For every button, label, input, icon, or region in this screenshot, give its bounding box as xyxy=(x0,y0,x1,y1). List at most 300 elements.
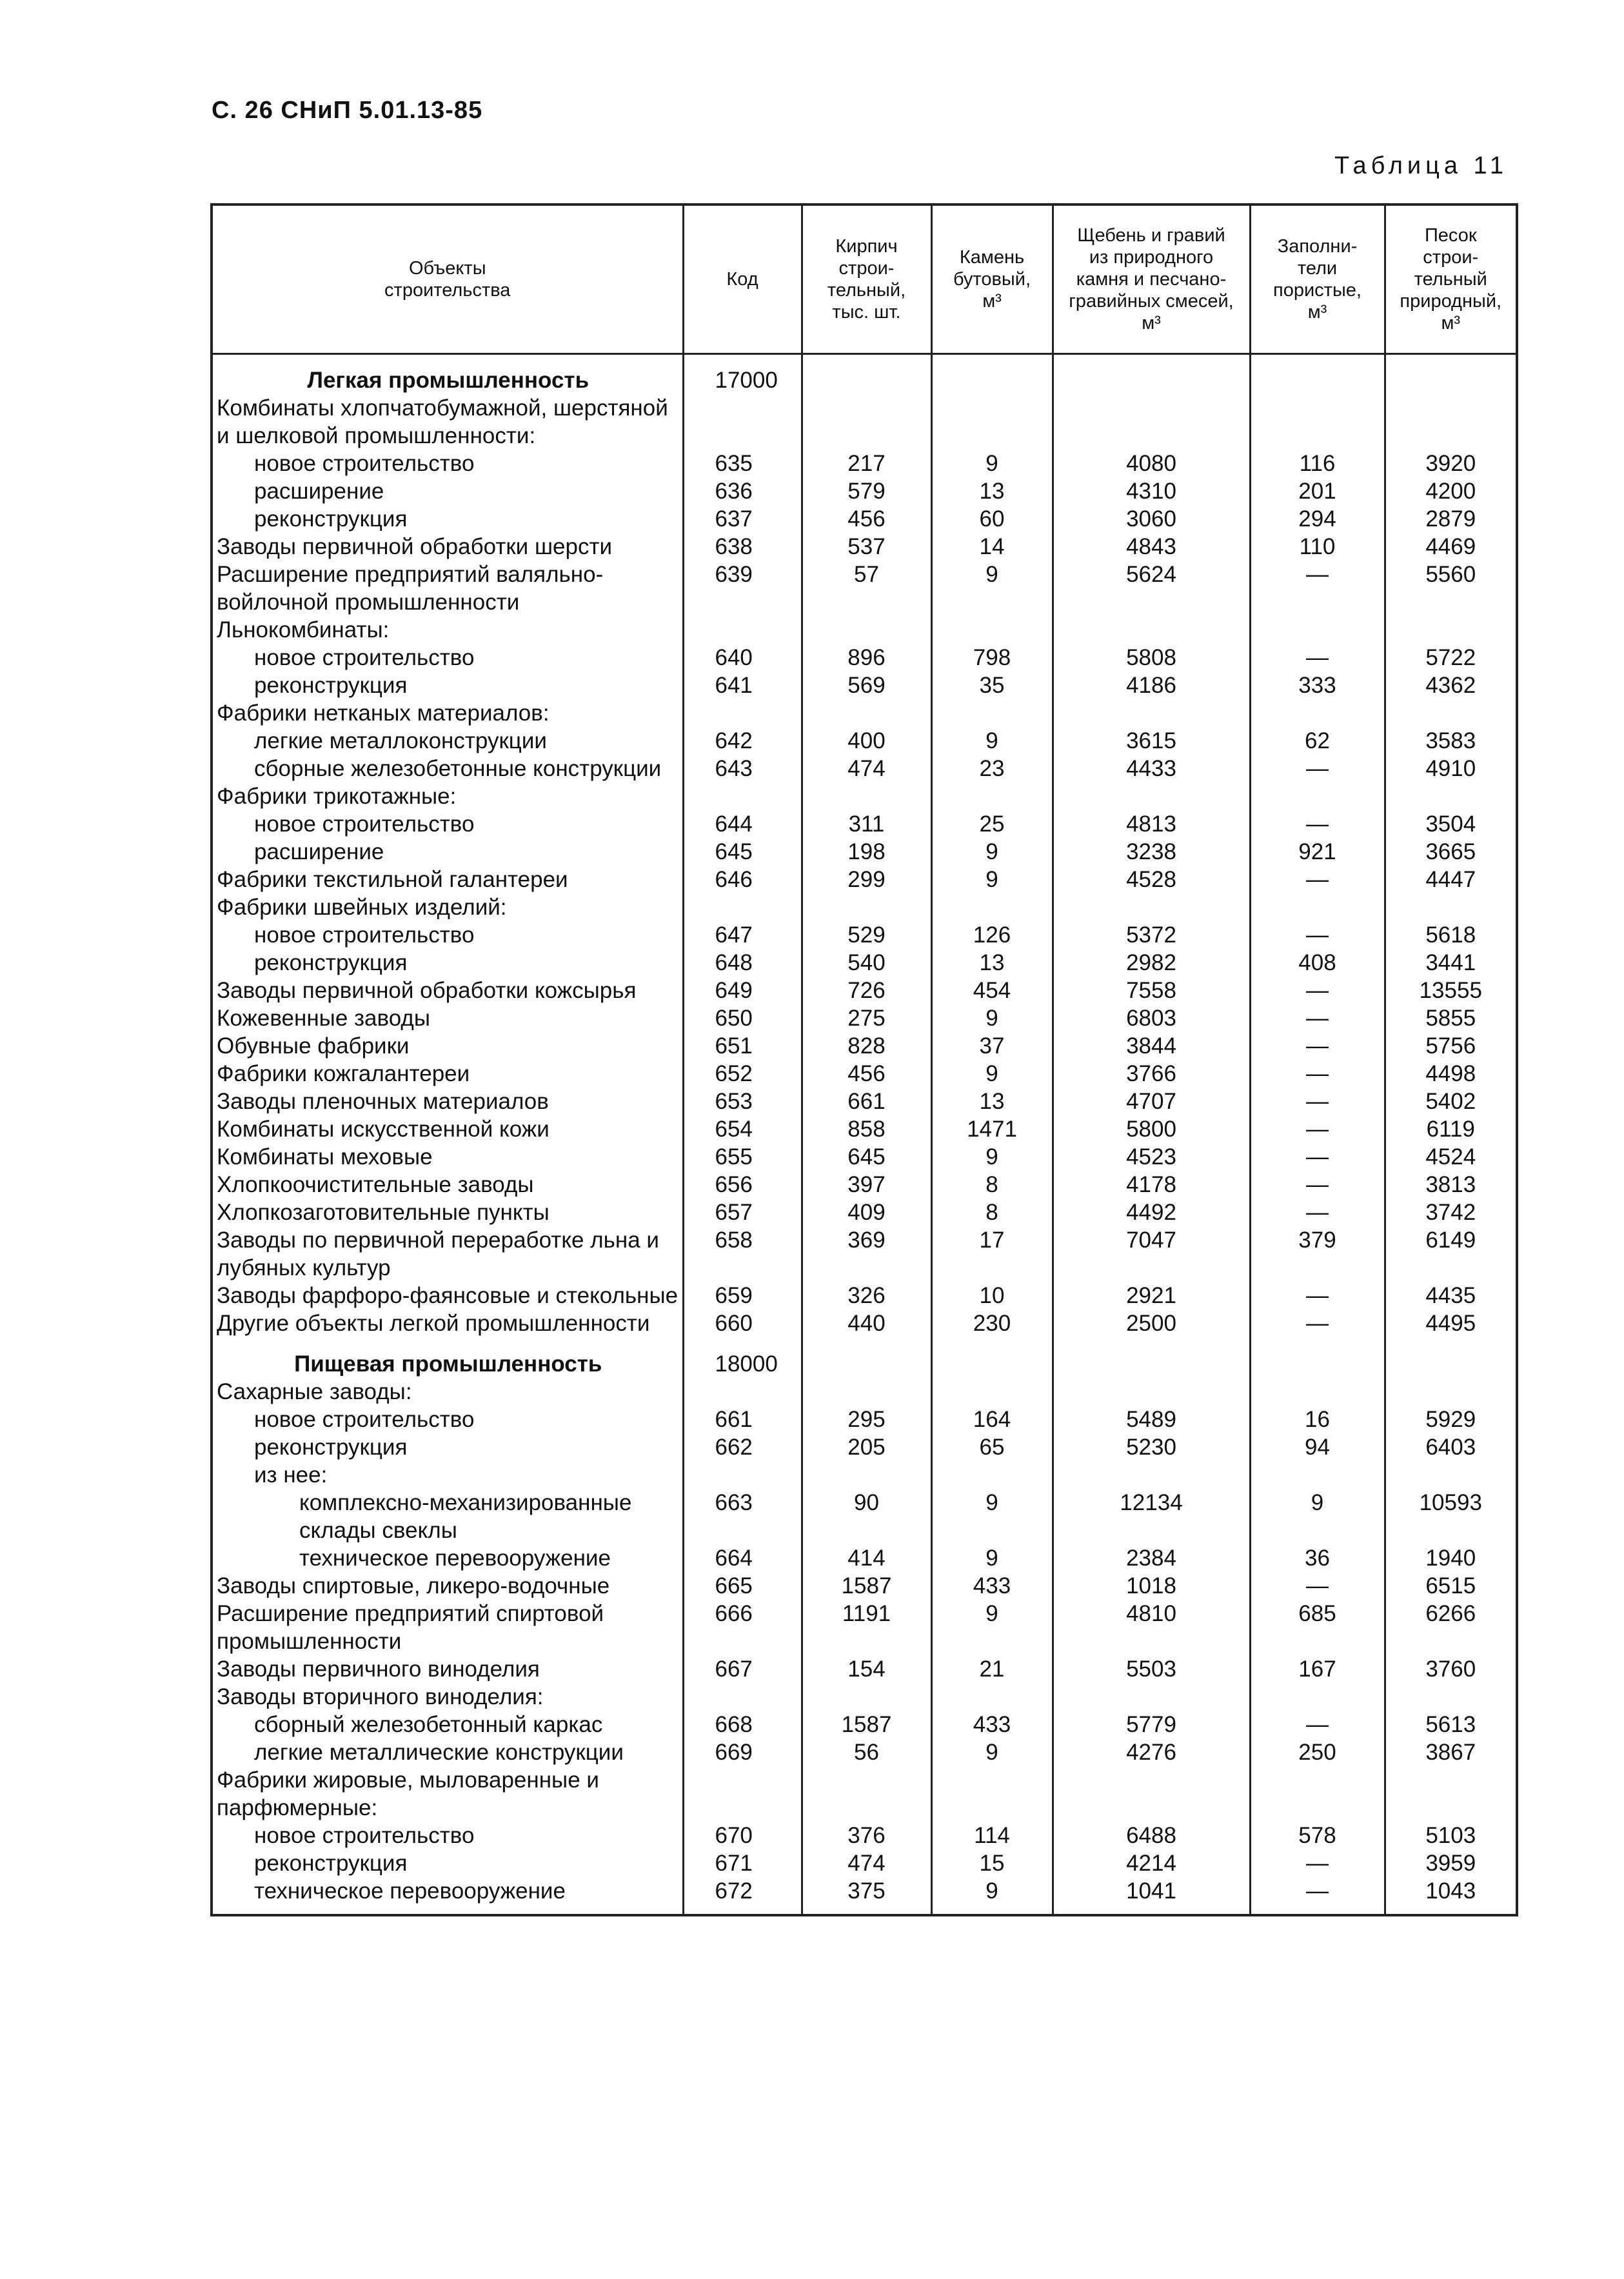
code-cell: 655 xyxy=(683,1143,802,1171)
col-gravel-header xyxy=(1053,204,1250,354)
code-cell: 638 xyxy=(683,533,802,561)
sand-value xyxy=(1385,893,1517,921)
stone-value xyxy=(931,699,1053,727)
brick-value: 896 xyxy=(802,644,931,672)
sand-value: 5402 xyxy=(1385,1088,1517,1115)
col-stone-header xyxy=(931,204,1053,354)
table-row xyxy=(212,727,1517,755)
gravel-value xyxy=(1053,1378,1250,1406)
sand-value: 10593 xyxy=(1385,1489,1517,1544)
gravel-value: 3238 xyxy=(1053,838,1250,866)
object-name: Льнокомбинаты: xyxy=(212,616,683,644)
fillers-value xyxy=(1250,1461,1385,1489)
stone-value: 126 xyxy=(931,921,1053,949)
brick-value: 726 xyxy=(802,977,931,1004)
table-row xyxy=(212,1171,1517,1199)
col-fillers-header xyxy=(1250,204,1385,354)
sand-value: 3665 xyxy=(1385,838,1517,866)
stone-value: 9 xyxy=(931,561,1053,616)
object-name: комплексно-механизированные склады свеклы xyxy=(212,1489,683,1544)
sand-value: 4362 xyxy=(1385,672,1517,699)
fillers-value xyxy=(1250,354,1385,395)
object-name: Заводы пленочных материалов xyxy=(212,1088,683,1115)
stone-value xyxy=(931,782,1053,810)
sand-value xyxy=(1385,354,1517,395)
object-name: сборные железобетонные конструкции xyxy=(212,755,683,782)
brick-value: 661 xyxy=(802,1088,931,1115)
code-cell xyxy=(683,893,802,921)
table-row xyxy=(212,949,1517,977)
sand-value xyxy=(1385,1378,1517,1406)
brick-value: 456 xyxy=(802,505,931,533)
code-cell: 647 xyxy=(683,921,802,949)
gravel-value: 5372 xyxy=(1053,921,1250,949)
brick-value: 275 xyxy=(802,1004,931,1032)
table-row xyxy=(212,1115,1517,1143)
stone-value: 8 xyxy=(931,1171,1053,1199)
object-name: расширение xyxy=(212,838,683,866)
col-code-header xyxy=(683,204,802,354)
gravel-value xyxy=(1053,616,1250,644)
table-row xyxy=(212,1655,1517,1683)
fillers-value: — xyxy=(1250,1877,1385,1915)
table-row xyxy=(212,1489,1517,1544)
gravel-value: 5779 xyxy=(1053,1711,1250,1738)
gravel-value: 4310 xyxy=(1053,477,1250,505)
object-name: легкие металлоконструкции xyxy=(212,727,683,755)
sand-value: 3813 xyxy=(1385,1171,1517,1199)
object-name: Заводы первичной обработки кожсырья xyxy=(212,977,683,1004)
brick-value xyxy=(802,1378,931,1406)
table-row xyxy=(212,1060,1517,1088)
object-name: техническое перевооружение xyxy=(212,1877,683,1915)
brick-value: 198 xyxy=(802,838,931,866)
sand-value xyxy=(1385,782,1517,810)
stone-value: 15 xyxy=(931,1849,1053,1877)
sand-value xyxy=(1385,616,1517,644)
gravel-value: 3766 xyxy=(1053,1060,1250,1088)
section-title: Легкая промышленность xyxy=(212,354,683,395)
sand-value: 13555 xyxy=(1385,977,1517,1004)
sand-value: 6266 xyxy=(1385,1600,1517,1655)
table-row xyxy=(212,838,1517,866)
code-cell: 18000 xyxy=(683,1337,802,1378)
code-cell: 671 xyxy=(683,1849,802,1877)
brick-value: 376 xyxy=(802,1822,931,1849)
brick-value: 858 xyxy=(802,1115,931,1143)
header-line: тели xyxy=(1297,258,1338,279)
object-name: Расширение предприятий спиртовой промышленности xyxy=(212,1600,683,1655)
fillers-value: — xyxy=(1250,1088,1385,1115)
brick-value: 529 xyxy=(802,921,931,949)
fillers-value: — xyxy=(1250,1004,1385,1032)
gravel-value: 4707 xyxy=(1053,1088,1250,1115)
gravel-value: 5800 xyxy=(1053,1115,1250,1143)
stone-value: 8 xyxy=(931,1199,1053,1226)
table-body xyxy=(212,354,1517,1916)
object-name: новое строительство xyxy=(212,1822,683,1849)
header-line: м³ xyxy=(1307,302,1327,323)
header-line: пористые, xyxy=(1273,280,1362,301)
code-cell: 637 xyxy=(683,505,802,533)
stone-value: 9 xyxy=(931,1060,1053,1088)
stone-value: 13 xyxy=(931,1088,1053,1115)
brick-value: 540 xyxy=(802,949,931,977)
fillers-value xyxy=(1250,782,1385,810)
stone-value: 230 xyxy=(931,1309,1053,1337)
fillers-value: 62 xyxy=(1250,727,1385,755)
gravel-value: 3844 xyxy=(1053,1032,1250,1060)
code-cell: 640 xyxy=(683,644,802,672)
code-cell: 662 xyxy=(683,1433,802,1461)
header-line: из природного xyxy=(1089,247,1214,268)
object-name: реконструкция xyxy=(212,505,683,533)
sand-value: 3867 xyxy=(1385,1738,1517,1766)
brick-value: 400 xyxy=(802,727,931,755)
sand-value: 1043 xyxy=(1385,1877,1517,1915)
code-cell xyxy=(683,699,802,727)
object-name: Заводы вторичного виноделия: xyxy=(212,1683,683,1711)
fillers-value: — xyxy=(1250,1060,1385,1088)
code-cell: 654 xyxy=(683,1115,802,1143)
object-name: Обувные фабрики xyxy=(212,1032,683,1060)
table-header xyxy=(212,204,1517,354)
gravel-value: 2384 xyxy=(1053,1544,1250,1572)
fillers-value: — xyxy=(1250,1199,1385,1226)
fillers-value: 94 xyxy=(1250,1433,1385,1461)
sand-value: 2879 xyxy=(1385,505,1517,533)
object-name: Расширение предприятий валяльно-войлочной промышленности xyxy=(212,561,683,616)
object-name: новое строительство xyxy=(212,810,683,838)
stone-value: 13 xyxy=(931,477,1053,505)
fillers-value: 333 xyxy=(1250,672,1385,699)
gravel-value: 4810 xyxy=(1053,1600,1250,1655)
fillers-value: — xyxy=(1250,1282,1385,1309)
header-line: м³ xyxy=(1441,313,1461,333)
fillers-value: — xyxy=(1250,977,1385,1004)
fillers-value: — xyxy=(1250,1032,1385,1060)
code-cell: 649 xyxy=(683,977,802,1004)
stone-value: 14 xyxy=(931,533,1053,561)
object-name: Фабрики текстильной галантереи xyxy=(212,866,683,893)
stone-value: 9 xyxy=(931,1544,1053,1572)
table-row xyxy=(212,1572,1517,1600)
sand-value: 3920 xyxy=(1385,450,1517,477)
sand-value: 4435 xyxy=(1385,1282,1517,1309)
brick-value: 205 xyxy=(802,1433,931,1461)
table-row xyxy=(212,561,1517,616)
sand-value: 3959 xyxy=(1385,1849,1517,1877)
gravel-value: 3060 xyxy=(1053,505,1250,533)
header-line: Кирпич xyxy=(835,236,898,257)
stone-value: 9 xyxy=(931,1143,1053,1171)
object-name: из нее: xyxy=(212,1461,683,1489)
gravel-value xyxy=(1053,1461,1250,1489)
code-cell: 645 xyxy=(683,838,802,866)
header-line: тельный xyxy=(1414,269,1487,290)
object-name: Заводы первичной обработки шерсти xyxy=(212,533,683,561)
code-cell xyxy=(683,782,802,810)
gravel-value: 4178 xyxy=(1053,1171,1250,1199)
brick-value: 440 xyxy=(802,1309,931,1337)
header-line: тыс. шт. xyxy=(832,302,901,323)
code-cell: 644 xyxy=(683,810,802,838)
brick-value: 569 xyxy=(802,672,931,699)
stone-value: 433 xyxy=(931,1572,1053,1600)
brick-value xyxy=(802,1766,931,1822)
sand-value: 1940 xyxy=(1385,1544,1517,1572)
table-row xyxy=(212,1544,1517,1572)
gravel-value xyxy=(1053,1766,1250,1822)
stone-value: 9 xyxy=(931,1600,1053,1655)
stone-value: 164 xyxy=(931,1406,1053,1433)
object-name: Комбинаты искусственной кожи xyxy=(212,1115,683,1143)
object-name: реконструкция xyxy=(212,672,683,699)
fillers-value: 36 xyxy=(1250,1544,1385,1572)
table-row xyxy=(212,1032,1517,1060)
code-cell: 664 xyxy=(683,1544,802,1572)
code-cell: 635 xyxy=(683,450,802,477)
gravel-value xyxy=(1053,354,1250,395)
sand-value xyxy=(1385,1461,1517,1489)
fillers-value: 250 xyxy=(1250,1738,1385,1766)
brick-value: 397 xyxy=(802,1171,931,1199)
table-row xyxy=(212,921,1517,949)
fillers-value: — xyxy=(1250,1572,1385,1600)
sand-value: 4200 xyxy=(1385,477,1517,505)
gravel-value: 4080 xyxy=(1053,450,1250,477)
fillers-value: — xyxy=(1250,1309,1385,1337)
table-row xyxy=(212,1406,1517,1433)
brick-value: 154 xyxy=(802,1655,931,1683)
fillers-value xyxy=(1250,616,1385,644)
code-cell: 669 xyxy=(683,1738,802,1766)
gravel-value: 6803 xyxy=(1053,1004,1250,1032)
object-name: Другие объекты легкой промышленности xyxy=(212,1309,683,1337)
stone-value: 9 xyxy=(931,1738,1053,1766)
sand-value: 4498 xyxy=(1385,1060,1517,1088)
col-brick-header xyxy=(802,204,931,354)
gravel-value xyxy=(1053,782,1250,810)
col-sand-header xyxy=(1385,204,1517,354)
sand-value xyxy=(1385,1766,1517,1822)
col-objects-header xyxy=(212,204,683,354)
object-name: Заводы первичного виноделия xyxy=(212,1655,683,1683)
table-row xyxy=(212,1282,1517,1309)
header-line: Песок xyxy=(1424,225,1477,246)
brick-value: 375 xyxy=(802,1877,931,1915)
stone-value xyxy=(931,1683,1053,1711)
code-cell: 653 xyxy=(683,1088,802,1115)
brick-value: 217 xyxy=(802,450,931,477)
gravel-value: 5230 xyxy=(1053,1433,1250,1461)
fillers-value: 201 xyxy=(1250,477,1385,505)
header-line: Щебень и гравий xyxy=(1077,225,1225,246)
code-cell: 652 xyxy=(683,1060,802,1088)
section-title: Пищевая промышленность xyxy=(212,1337,683,1378)
object-name: Фабрики трикотажные: xyxy=(212,782,683,810)
fillers-value xyxy=(1250,893,1385,921)
gravel-value: 5808 xyxy=(1053,644,1250,672)
fillers-value: — xyxy=(1250,810,1385,838)
header-line: Код xyxy=(726,269,758,290)
table-caption: Таблица 11 xyxy=(1334,152,1508,179)
fillers-value: — xyxy=(1250,644,1385,672)
table-row xyxy=(212,1738,1517,1766)
object-name: техническое перевооружение xyxy=(212,1544,683,1572)
table-row xyxy=(212,755,1517,782)
fillers-value: 685 xyxy=(1250,1600,1385,1655)
fillers-value xyxy=(1250,394,1385,450)
gravel-value: 12134 xyxy=(1053,1489,1250,1544)
stone-value: 65 xyxy=(931,1433,1053,1461)
brick-value: 456 xyxy=(802,1060,931,1088)
code-cell: 668 xyxy=(683,1711,802,1738)
gravel-value: 4492 xyxy=(1053,1199,1250,1226)
fillers-value: 16 xyxy=(1250,1406,1385,1433)
table-row xyxy=(212,672,1517,699)
header-row xyxy=(212,204,1517,354)
section-row xyxy=(212,1337,1517,1378)
stone-value: 9 xyxy=(931,866,1053,893)
sand-value: 6149 xyxy=(1385,1226,1517,1282)
object-name: Комбинаты меховые xyxy=(212,1143,683,1171)
brick-value xyxy=(802,616,931,644)
table-row xyxy=(212,505,1517,533)
gravel-value: 2500 xyxy=(1053,1309,1250,1337)
stone-value xyxy=(931,1766,1053,1822)
fillers-value: — xyxy=(1250,561,1385,616)
gravel-value xyxy=(1053,1337,1250,1378)
brick-value: 645 xyxy=(802,1143,931,1171)
table-row xyxy=(212,1004,1517,1032)
sand-value: 5855 xyxy=(1385,1004,1517,1032)
brick-value: 474 xyxy=(802,755,931,782)
stone-value: 114 xyxy=(931,1822,1053,1849)
gravel-value: 5489 xyxy=(1053,1406,1250,1433)
gravel-value: 7558 xyxy=(1053,977,1250,1004)
header-line: Камень xyxy=(959,247,1025,268)
sand-value: 3504 xyxy=(1385,810,1517,838)
sand-value xyxy=(1385,1337,1517,1378)
brick-value: 414 xyxy=(802,1544,931,1572)
fillers-value: 116 xyxy=(1250,450,1385,477)
brick-value xyxy=(802,1461,931,1489)
gravel-value: 2982 xyxy=(1053,949,1250,977)
stone-value xyxy=(931,893,1053,921)
sand-value: 6119 xyxy=(1385,1115,1517,1143)
object-name: Кожевенные заводы xyxy=(212,1004,683,1032)
brick-value: 474 xyxy=(802,1849,931,1877)
object-name: Фабрики швейных изделий: xyxy=(212,893,683,921)
fillers-value: 379 xyxy=(1250,1226,1385,1282)
stone-value: 9 xyxy=(931,1489,1053,1544)
sand-value: 4469 xyxy=(1385,533,1517,561)
stone-value: 23 xyxy=(931,755,1053,782)
code-cell xyxy=(683,1683,802,1711)
brick-value: 537 xyxy=(802,533,931,561)
fillers-value: 294 xyxy=(1250,505,1385,533)
brick-value: 828 xyxy=(802,1032,931,1060)
sand-value: 5103 xyxy=(1385,1822,1517,1849)
code-cell: 672 xyxy=(683,1877,802,1915)
object-name: расширение xyxy=(212,477,683,505)
header-line: Объекты xyxy=(408,258,486,279)
stone-value: 13 xyxy=(931,949,1053,977)
stone-value: 9 xyxy=(931,1004,1053,1032)
stone-value: 25 xyxy=(931,810,1053,838)
code-cell: 663 xyxy=(683,1489,802,1544)
code-cell xyxy=(683,1461,802,1489)
stone-value: 37 xyxy=(931,1032,1053,1060)
table-row xyxy=(212,1143,1517,1171)
fillers-value: — xyxy=(1250,1849,1385,1877)
brick-value: 409 xyxy=(802,1199,931,1226)
brick-value: 295 xyxy=(802,1406,931,1433)
object-name: новое строительство xyxy=(212,450,683,477)
gravel-value xyxy=(1053,699,1250,727)
group-row xyxy=(212,1683,1517,1711)
sand-value: 5618 xyxy=(1385,921,1517,949)
stone-value: 798 xyxy=(931,644,1053,672)
object-name: реконструкция xyxy=(212,949,683,977)
gravel-value xyxy=(1053,1683,1250,1711)
gravel-value xyxy=(1053,394,1250,450)
gravel-value: 1018 xyxy=(1053,1572,1250,1600)
brick-value xyxy=(802,782,931,810)
object-name: Хлопкозаготовительные пункты xyxy=(212,1199,683,1226)
group-row xyxy=(212,616,1517,644)
gravel-value xyxy=(1053,893,1250,921)
gravel-value: 4214 xyxy=(1053,1849,1250,1877)
code-cell: 665 xyxy=(683,1572,802,1600)
stone-value xyxy=(931,354,1053,395)
code-cell: 659 xyxy=(683,1282,802,1309)
stone-value: 60 xyxy=(931,505,1053,533)
stone-value: 9 xyxy=(931,838,1053,866)
stone-value: 9 xyxy=(931,727,1053,755)
code-cell: 658 xyxy=(683,1226,802,1282)
header-line: камня и песчано- xyxy=(1076,269,1227,290)
stone-value xyxy=(931,616,1053,644)
brick-value xyxy=(802,893,931,921)
stone-value: 21 xyxy=(931,1655,1053,1683)
table-row xyxy=(212,1877,1517,1915)
fillers-value: 110 xyxy=(1250,533,1385,561)
object-name: новое строительство xyxy=(212,1406,683,1433)
fillers-value: — xyxy=(1250,866,1385,893)
object-name: новое строительство xyxy=(212,921,683,949)
sand-value: 5560 xyxy=(1385,561,1517,616)
sand-value: 4524 xyxy=(1385,1143,1517,1171)
stone-value: 1471 xyxy=(931,1115,1053,1143)
code-cell: 17000 xyxy=(683,354,802,395)
table-row xyxy=(212,450,1517,477)
table-row xyxy=(212,1822,1517,1849)
brick-value xyxy=(802,699,931,727)
code-cell: 648 xyxy=(683,949,802,977)
stone-value: 10 xyxy=(931,1282,1053,1309)
code-cell xyxy=(683,616,802,644)
fillers-value: 167 xyxy=(1250,1655,1385,1683)
fillers-value xyxy=(1250,699,1385,727)
fillers-value: 408 xyxy=(1250,949,1385,977)
object-name: легкие металлические конструкции xyxy=(212,1738,683,1766)
table-row xyxy=(212,1309,1517,1337)
group-row xyxy=(212,699,1517,727)
object-name: Заводы по первичной переработке льна и лубяных культур xyxy=(212,1226,683,1282)
gravel-value: 2921 xyxy=(1053,1282,1250,1309)
